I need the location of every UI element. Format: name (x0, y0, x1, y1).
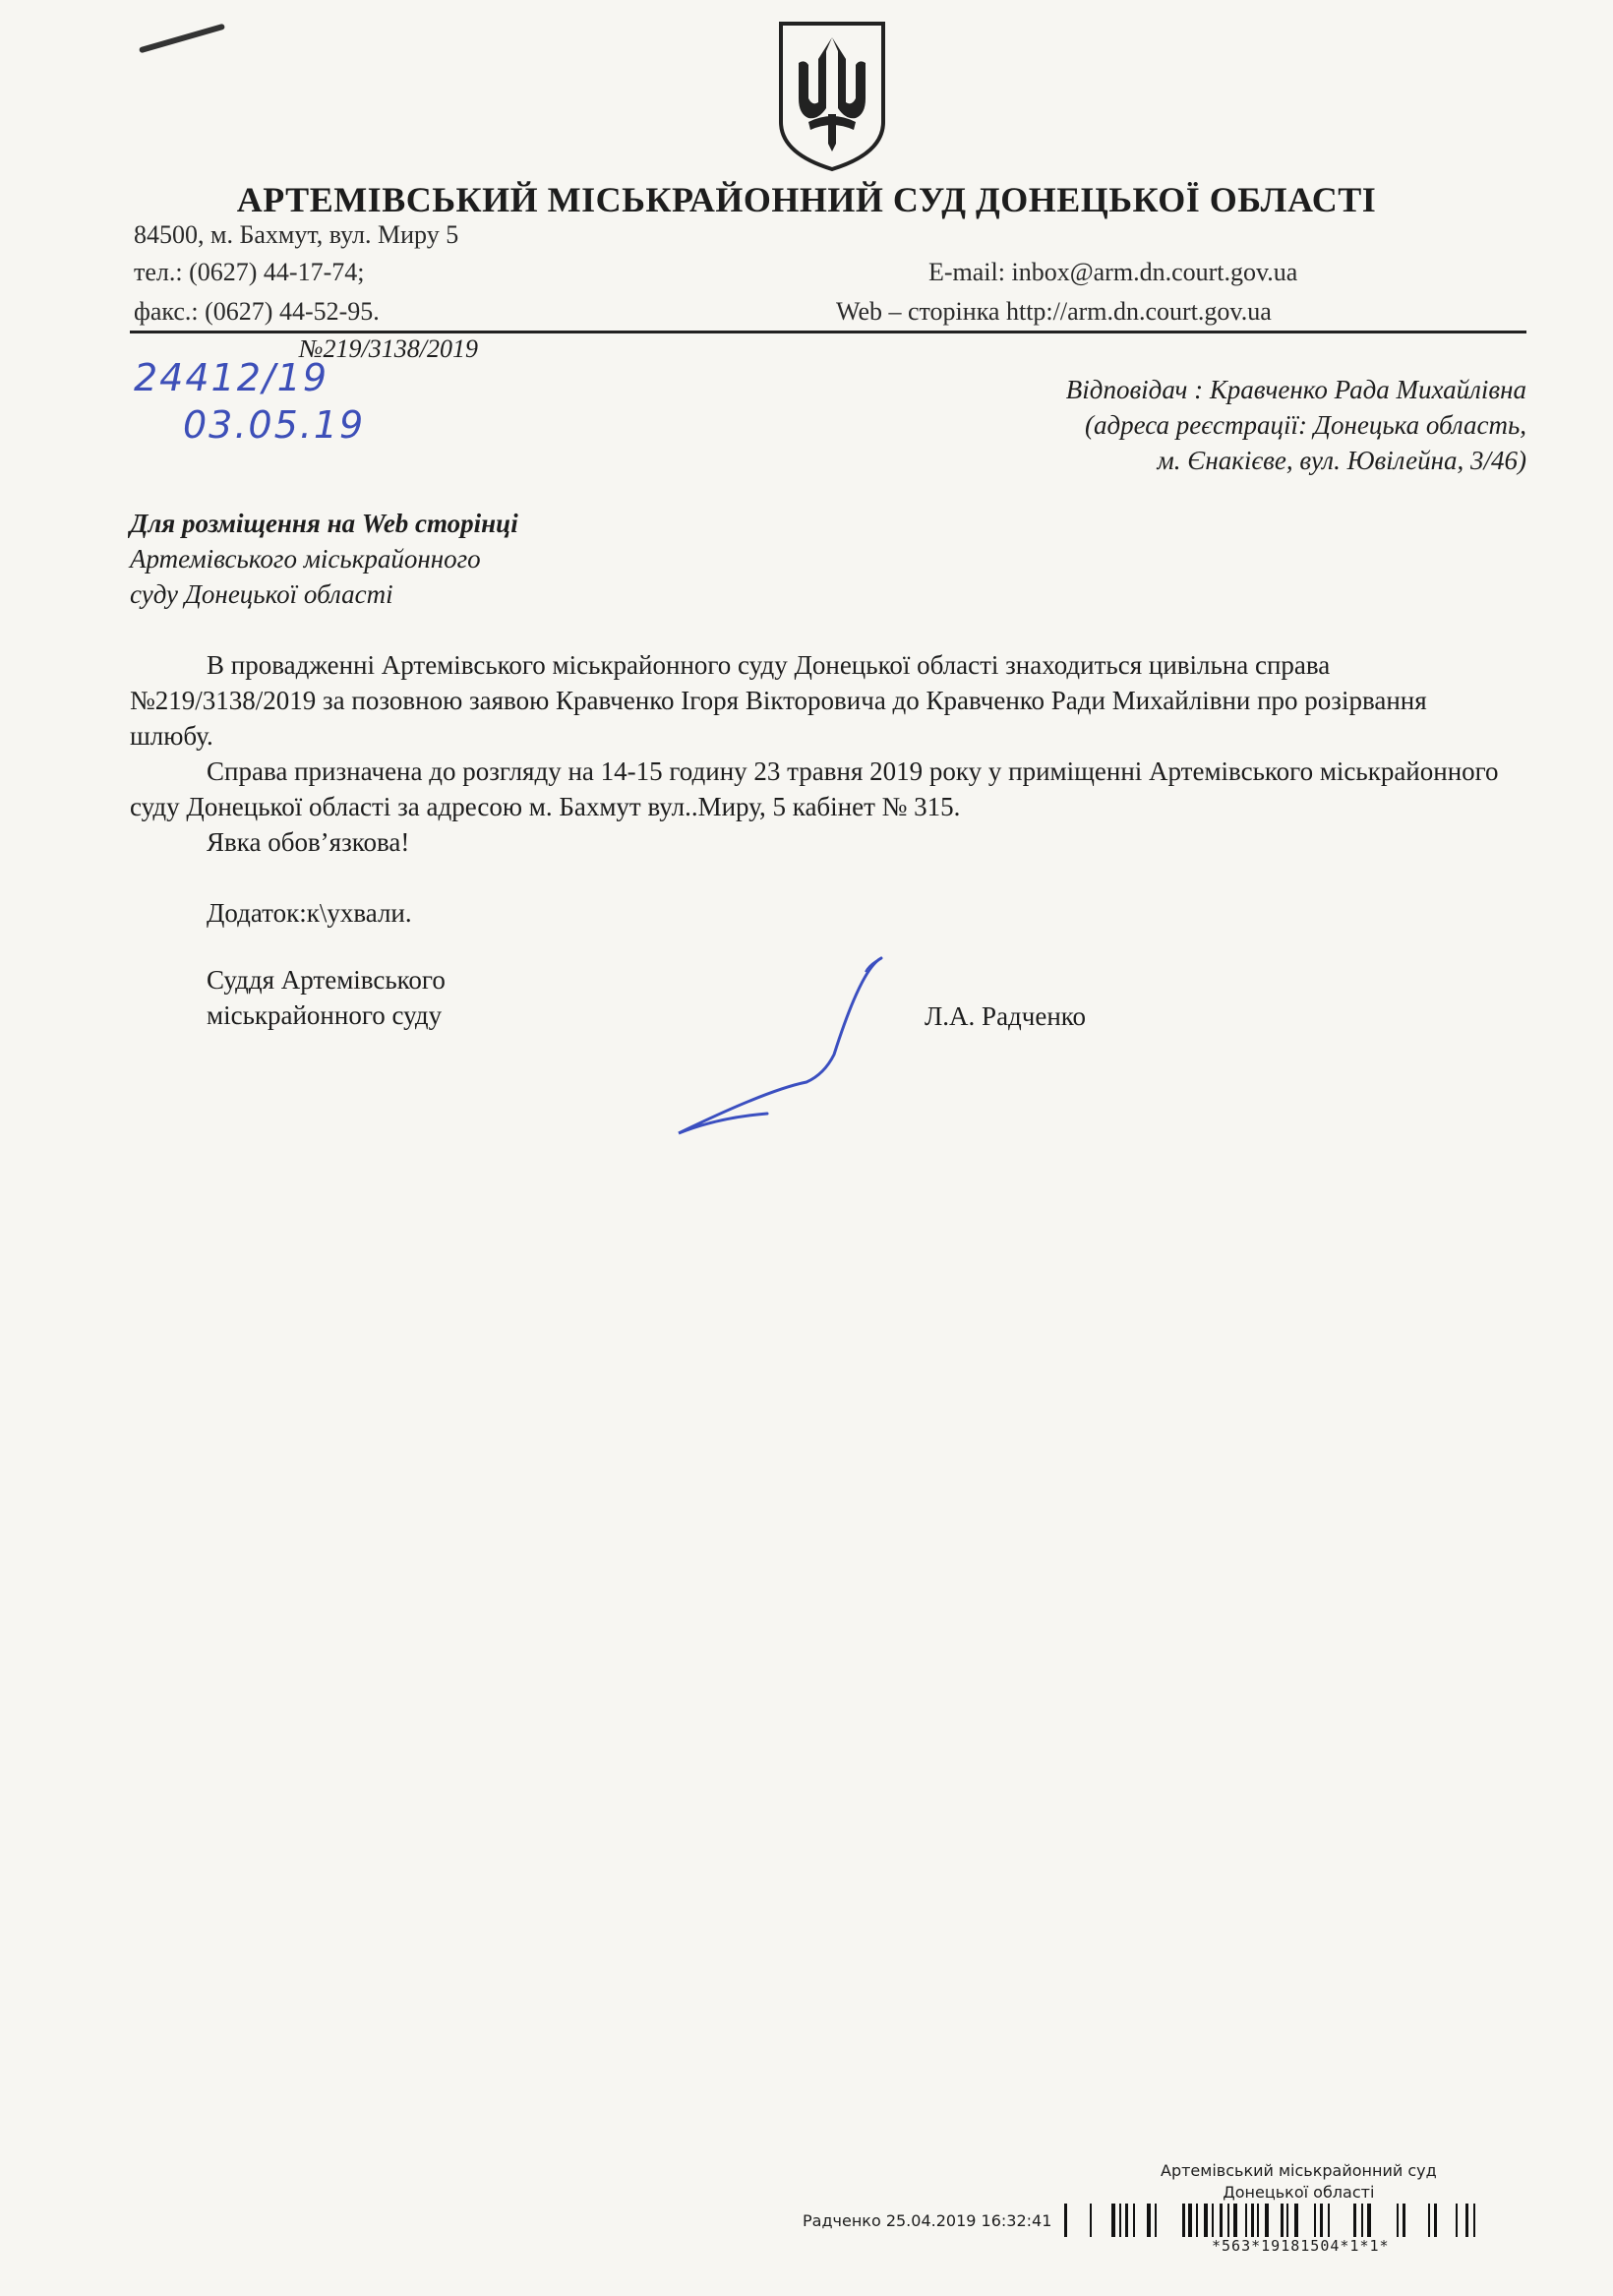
registration-stamp-court (1161, 2160, 1437, 2204)
case-number: №219/3138/2019 (299, 334, 478, 363)
respondent-address-1: (адреса реєстрації: Донецька область, (1084, 410, 1526, 440)
barcode-icon (1062, 2204, 1544, 2237)
web-note-line-2: Артемівського міськрайонного (130, 544, 481, 574)
judge-name: Л.А. Радченко (925, 1001, 1087, 1031)
registration-stamp-user: Радченко 25.04.2019 16:32:41 (803, 2211, 1052, 2230)
judge-title-line-2: міськрайонного суду (207, 1000, 443, 1030)
web-note-line-3: суду Донецької області (130, 579, 393, 609)
court-email: E-mail: inbox@arm.dn.court.gov.ua (928, 258, 1298, 286)
respondent-block (779, 372, 1526, 478)
court-fax: факс.: (0627) 44-52-95. (134, 297, 380, 326)
court-website: Web – сторінка http://arm.dn.court.gov.ua (836, 297, 1272, 326)
case-paragraph: В провадженні Артемівського міськрайонного суду Донецької області знаходиться цивільна справа №219/3138/2019 за позовною заявою Кравченко Ігоря Вікторовича до Кравченко Ради Михайлівни про розірвання шлюбу. (130, 650, 1427, 751)
court-address: 84500, м. Бахмут, вул. Миру 5 (134, 220, 459, 249)
handwritten-signature (659, 952, 895, 1149)
hearing-paragraph: Справа призначена до розгляду на 14-15 годину 23 травня 2019 року у приміщенні Артемівського міськрайонного суду Донецької області за адресою м. Бахмут вул..Миру, 5 кабінет № 315. (130, 756, 1499, 821)
handwritten-registration-number: 24412/19 (134, 356, 329, 399)
judge-title (207, 962, 446, 1033)
coat-of-arms-trident-icon (775, 20, 889, 173)
court-name-heading: АРТЕМІВСЬКИЙ МІСЬКРАЙОННИЙ СУД ДОНЕЦЬКОЇ ОБЛАСТІ (236, 180, 1377, 219)
barcode-number: *563*19181504*1*1* (1212, 2237, 1390, 2255)
court-phone: тел.: (0627) 44-17-74; (134, 258, 365, 286)
attachment-note: Додаток:к\ухвали. (207, 898, 412, 928)
respondent-address-2: м. Єнакієве, вул. Ювілейна, 3/46) (1157, 446, 1526, 475)
notice-body (130, 647, 1507, 931)
respondent-name: Відповідач : Кравченко Рада Михайлівна (1065, 375, 1526, 404)
web-note-line-1: Для розміщення на Web сторінці (130, 509, 518, 538)
scan-streak (139, 24, 225, 54)
stamp-court-line-2: Донецької області (1223, 2183, 1375, 2202)
handwritten-date: 03.05.19 (183, 403, 366, 447)
attendance-note: Явка обов’язкова! (207, 827, 410, 857)
stamp-court-line-1: Артемівський міськрайонний суд (1161, 2161, 1437, 2180)
judge-title-line-1: Суддя Артемівського (207, 965, 446, 995)
web-publication-note (130, 506, 518, 612)
header-divider (130, 331, 1526, 333)
